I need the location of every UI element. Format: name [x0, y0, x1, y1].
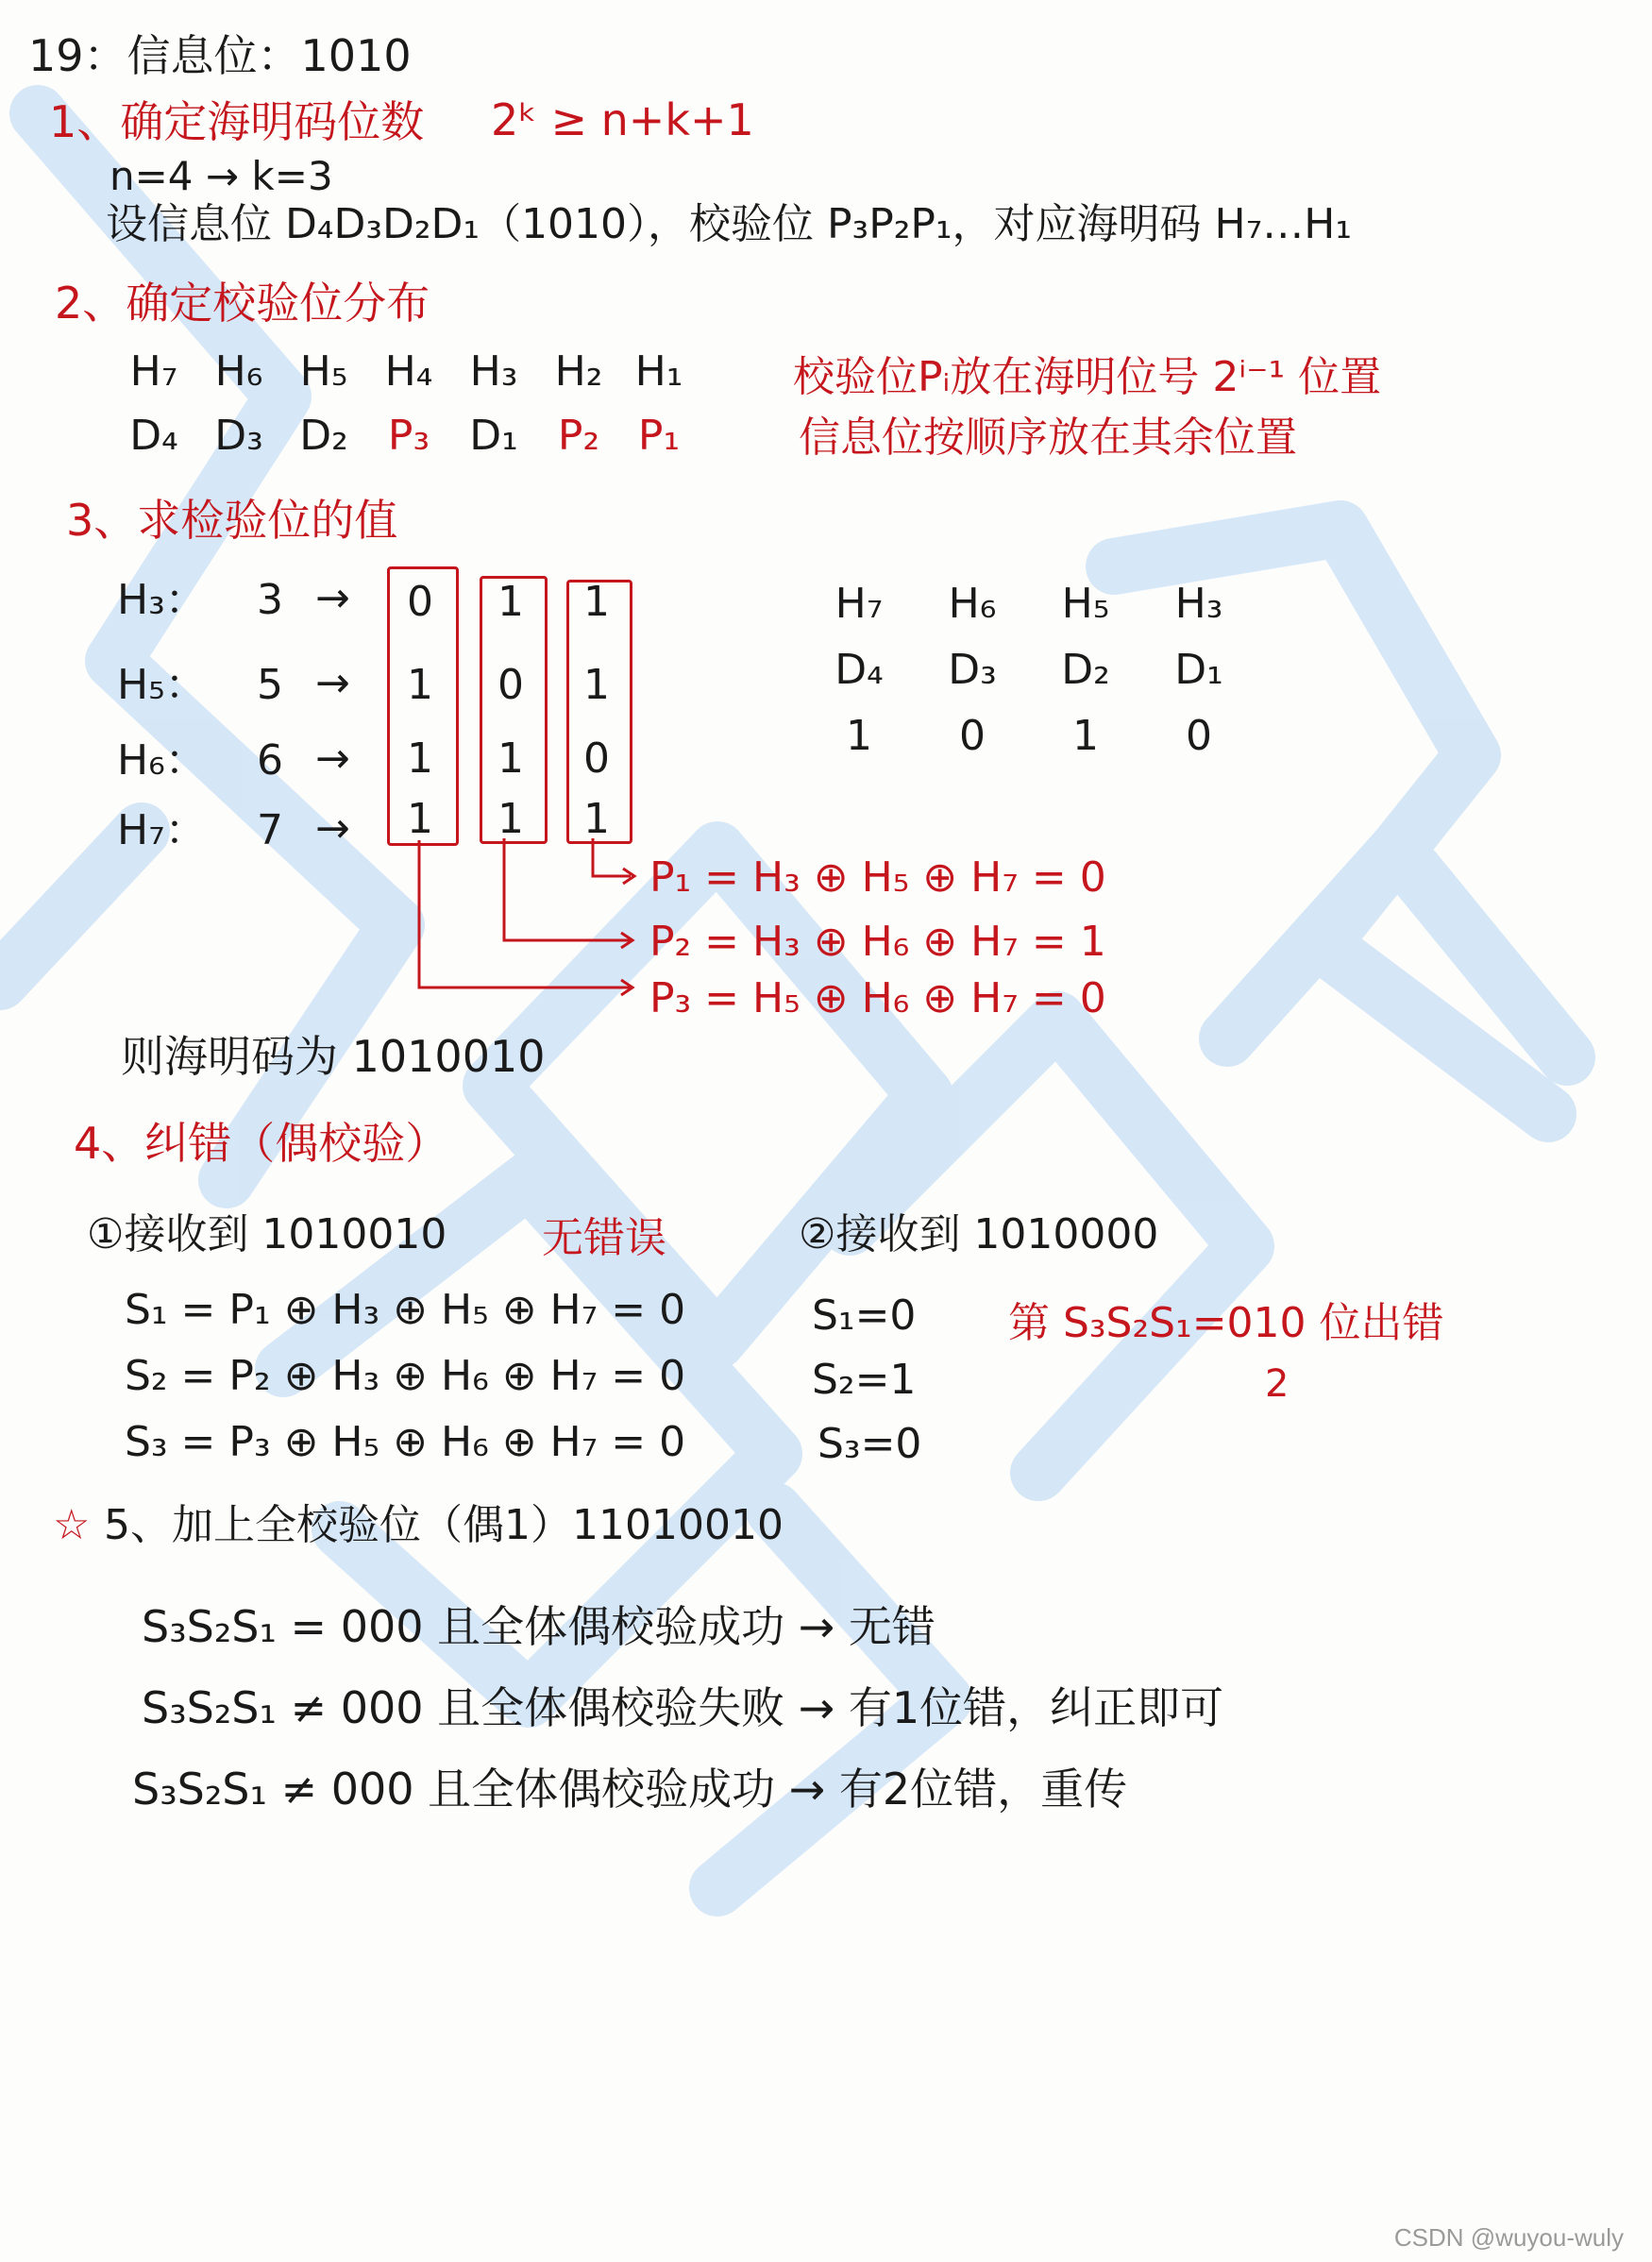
step1-nk: n=4 → k=3: [110, 153, 333, 199]
step5-heading: 5、加上全校验位（偶1）11010010: [104, 1501, 784, 1549]
d-bit: D₁: [469, 412, 518, 460]
arrow-icon: →: [315, 804, 350, 852]
map-h: H₅: [1061, 580, 1110, 628]
bit: 1: [583, 795, 610, 843]
map-h: H₃: [1174, 580, 1223, 628]
h-pos: H₂: [554, 347, 603, 396]
case2-s2: S₂=1: [812, 1356, 917, 1404]
p-bit: P₃: [387, 412, 430, 460]
bit: 0: [407, 578, 433, 626]
step2-heading: 2、确定校验位分布: [55, 278, 430, 329]
row-num-6: 6: [257, 736, 283, 785]
s1-equation: S₁ = P₁ ⊕ H₃ ⊕ H₅ ⊕ H₇ = 0: [125, 1286, 686, 1334]
map-v: 0: [959, 712, 986, 760]
map-d: D₂: [1061, 646, 1110, 694]
row-num-5: 5: [257, 661, 283, 709]
map-d: D₄: [834, 646, 884, 694]
bit: 0: [497, 661, 524, 709]
bit: 0: [583, 734, 610, 783]
row-label-h6: H₆：: [117, 736, 207, 785]
row-num-3: 3: [257, 576, 283, 624]
d-bit: D₂: [299, 412, 348, 460]
map-v: 0: [1186, 712, 1212, 760]
row-num-7: 7: [257, 806, 283, 854]
s3-equation: S₃ = P₃ ⊕ H₅ ⊕ H₆ ⊕ H₇ = 0: [125, 1418, 686, 1466]
case2-s3: S₃=0: [818, 1420, 922, 1468]
step4-heading: 4、纠错（偶校验）: [74, 1118, 449, 1169]
arrow-icon: →: [315, 734, 350, 783]
h-pos: H₇: [129, 347, 178, 396]
problem-title: 19：信息位：1010: [28, 30, 412, 81]
bit: 1: [497, 734, 524, 783]
h-pos: H₃: [469, 347, 518, 396]
row-label-h3: H₃：: [117, 576, 207, 624]
step3-heading: 3、求检验位的值: [66, 495, 398, 546]
bit: 1: [497, 578, 524, 626]
map-v: 1: [1072, 712, 1099, 760]
p1-equation: P₁ = H₃ ⊕ H₅ ⊕ H₇ = 0: [649, 853, 1106, 902]
arrow-icon: →: [315, 659, 350, 707]
case2-note: 第 S₃S₂S₁=010 位出错: [1008, 1299, 1444, 1347]
bit: 1: [407, 795, 433, 843]
h-pos: H₅: [299, 347, 348, 396]
step2-note1: 校验位Pᵢ放在海明位号 2ⁱ⁻¹ 位置: [793, 353, 1382, 401]
map-d: D₃: [948, 646, 997, 694]
row-label-h5: H₅：: [117, 661, 207, 709]
d-bit: D₄: [129, 412, 178, 460]
s2-equation: S₂ = P₂ ⊕ H₃ ⊕ H₆ ⊕ H₇ = 0: [125, 1352, 686, 1400]
hamming-result: 则海明码为 1010010: [121, 1031, 546, 1082]
case2-s1: S₁=0: [812, 1291, 917, 1340]
h-pos: H₁: [634, 347, 683, 396]
p3-equation: P₃ = H₅ ⊕ H₆ ⊕ H₇ = 0: [649, 974, 1106, 1022]
bit: 1: [583, 578, 610, 626]
step1-desc: 设信息位 D₄D₃D₂D₁（1010），校验位 P₃P₂P₁，对应海明码 H₇…H₁: [106, 200, 1352, 248]
map-h: H₆: [948, 580, 997, 628]
case2-note-sub: 2: [1265, 1362, 1290, 1406]
mapping-d-row: [802, 646, 1256, 694]
map-v: 1: [846, 712, 872, 760]
step5-line: S₃S₂S₁ = 000 且全体偶校验成功 → 无错: [142, 1601, 936, 1652]
map-h: H₇: [834, 580, 884, 628]
p2-equation: P₂ = H₃ ⊕ H₆ ⊕ H₇ = 1: [649, 918, 1106, 966]
step5-line: S₃S₂S₁ ≠ 000 且全体偶校验失败 → 有1位错，纠正即可: [142, 1682, 1224, 1733]
d-bit: D₃: [214, 412, 263, 460]
case1-received: ①接收到 1010010: [87, 1210, 447, 1258]
bit: 1: [407, 734, 433, 783]
step1-formula: 2ᵏ ≥ n+k+1: [491, 94, 754, 145]
h-pos: H₆: [214, 347, 263, 396]
star-icon: ☆: [53, 1501, 91, 1549]
mapping-v-row: [802, 712, 1256, 760]
p-bit: P₂: [557, 412, 600, 460]
h-pos: H₄: [384, 347, 433, 396]
step5-line: S₃S₂S₁ ≠ 000 且全体偶校验成功 → 有2位错，重传: [132, 1764, 1128, 1815]
source-watermark: CSDN @wuyou-wuly: [1393, 2223, 1624, 2252]
step1-heading: 1、确定海明码位数: [49, 96, 425, 147]
case1-note: 无错误: [542, 1214, 666, 1262]
step2-note2: 信息位按顺序放在其余位置: [799, 414, 1297, 462]
bit: 1: [497, 795, 524, 843]
p-bit: P₁: [637, 412, 681, 460]
arrow-icon: →: [315, 574, 350, 622]
mapping-h-row: [802, 580, 1256, 628]
bit: 1: [583, 661, 610, 709]
bit: 1: [407, 661, 433, 709]
case2-received: ②接收到 1010000: [799, 1210, 1159, 1258]
row-label-h7: H₇：: [117, 806, 207, 854]
map-d: D₁: [1174, 646, 1223, 694]
